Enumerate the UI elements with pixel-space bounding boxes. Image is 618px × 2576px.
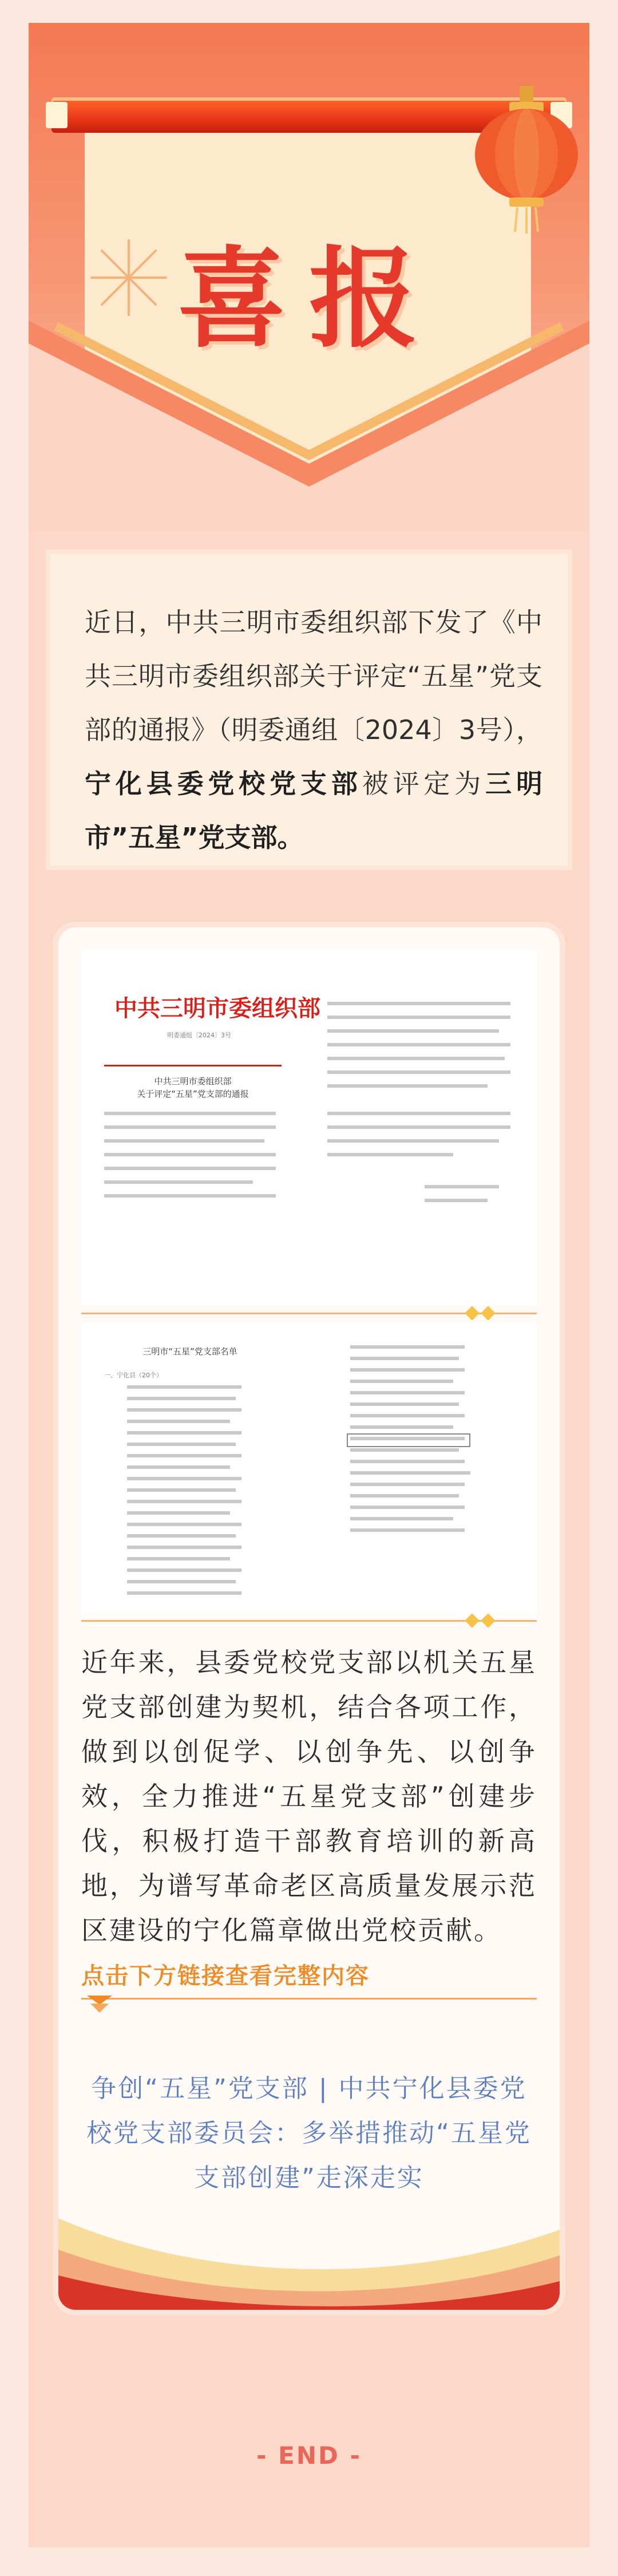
document-text-line	[350, 1391, 465, 1394]
list-subtitle: 一、宁化县（20个）	[104, 1372, 163, 1379]
intro-highlight-title: 三明市”五星”党支部。	[85, 768, 543, 853]
divider-diamonds-icon	[465, 1306, 499, 1320]
document-text-line	[350, 1448, 459, 1452]
intro-highlight-branch: 宁化县委党校党支部	[85, 768, 362, 799]
document-text-line	[127, 1385, 241, 1389]
intro-text-part2: 被评定为	[362, 768, 486, 799]
document-text-line	[127, 1443, 236, 1446]
document-text-line	[350, 1528, 465, 1532]
document-text-line	[127, 1511, 230, 1515]
document-text-line	[104, 1139, 264, 1143]
document-text-line	[327, 1084, 488, 1088]
divider-diamonds-icon	[465, 1614, 499, 1627]
document-text-line	[104, 1153, 276, 1156]
document-text-line	[350, 1368, 465, 1372]
document-text-line	[350, 1483, 465, 1486]
cta-underline	[81, 1998, 537, 2000]
document-text-line	[104, 1125, 276, 1129]
document-text-line	[127, 1488, 236, 1492]
document-text-line	[327, 1125, 510, 1129]
document-text-line	[127, 1408, 241, 1412]
document-text-line	[127, 1454, 241, 1457]
document-text-line	[425, 1185, 499, 1188]
document-text-line	[127, 1523, 241, 1526]
document-text-line	[127, 1397, 236, 1400]
document-text-line	[350, 1494, 459, 1498]
highlighted-list-entry	[347, 1433, 470, 1447]
list-title: 三明市“五星”党支部名单	[142, 1346, 237, 1357]
document-text-line	[127, 1546, 241, 1549]
content-card	[58, 927, 560, 2310]
intro-card	[46, 550, 572, 870]
document-text-line	[127, 1568, 241, 1572]
chevron-down-icon	[87, 1996, 112, 2015]
document-text-line	[104, 1180, 253, 1184]
document-text-line	[127, 1500, 241, 1503]
document-text-line	[327, 1070, 510, 1074]
document-text-line	[327, 1016, 510, 1019]
document-text-line	[127, 1465, 230, 1469]
cta-label: 点击下方链接查看完整内容	[81, 1963, 370, 1989]
document-text-line	[350, 1437, 465, 1440]
document-text-line	[425, 1199, 488, 1202]
document-text-line	[327, 1139, 499, 1143]
document-heading-line1: 中共三明市委组织部	[154, 1076, 232, 1086]
document-text-line	[104, 1167, 276, 1170]
branch-list-document-image	[81, 1322, 537, 1620]
article-link[interactable]: 争创“五星”党支部 | 中共宁化县委党校党支部委员会：多举措推动“五星党支部创建”走深走实	[86, 2074, 532, 2192]
intro-text-part1: 近日，中共三明市委组织部下发了《中共三明市委组织部关于评定“五星”党支部的通报》（明委通组〔2024〕3号），	[85, 607, 542, 745]
body-paragraph: 近年来，县委党校党支部以机关五星党支部创建为契机，结合各项工作，做到以创促学、以创争先、以创争效，全力推进“五星党支部”创建步伐，积极打造干部教育培训的新高地，为谱写革命老区高质量发展示范区建设的宁化篇章做出党校贡献。	[81, 1647, 537, 1946]
document-text-line	[127, 1420, 230, 1423]
document-text-line	[127, 1477, 241, 1480]
document-text-line	[327, 1112, 510, 1115]
header-banner	[29, 23, 589, 532]
document-text-line	[127, 1534, 236, 1538]
bottom-wave-decoration	[58, 2195, 560, 2310]
document-heading-line2: 关于评定“五星”党支部的通报	[137, 1089, 249, 1099]
notice-document-image	[81, 950, 537, 1305]
document-text-line	[350, 1357, 459, 1360]
banner-title: 喜报	[177, 235, 441, 362]
document-number: 明委通组〔2024〕3号	[167, 1032, 231, 1039]
document-text-line	[350, 1414, 465, 1417]
document-text-line	[350, 1517, 453, 1520]
document-text-line	[327, 1153, 453, 1156]
document-text-line	[350, 1425, 453, 1429]
intro-paragraph	[85, 595, 542, 864]
document-text-line	[327, 1043, 510, 1046]
document-text-line	[327, 1002, 510, 1005]
document-text-line	[327, 1029, 499, 1033]
document-text-line	[127, 1431, 241, 1435]
document-text-line	[327, 1057, 505, 1060]
end-marker: - END -	[256, 2441, 362, 2470]
document-text-line	[104, 1112, 276, 1115]
document-red-rule	[104, 1065, 282, 1066]
document-text-line	[127, 1591, 241, 1595]
document-text-line	[350, 1345, 465, 1349]
document-text-line	[104, 1194, 276, 1198]
document-text-line	[350, 1380, 453, 1383]
document-text-line	[127, 1580, 236, 1583]
document-text-line	[350, 1471, 470, 1475]
document-text-line	[350, 1402, 459, 1406]
document-text-line	[127, 1557, 230, 1560]
document-text-line	[350, 1506, 465, 1509]
document-header-title: 中共三明市委组织部	[114, 995, 320, 1022]
document-text-line	[350, 1460, 465, 1463]
